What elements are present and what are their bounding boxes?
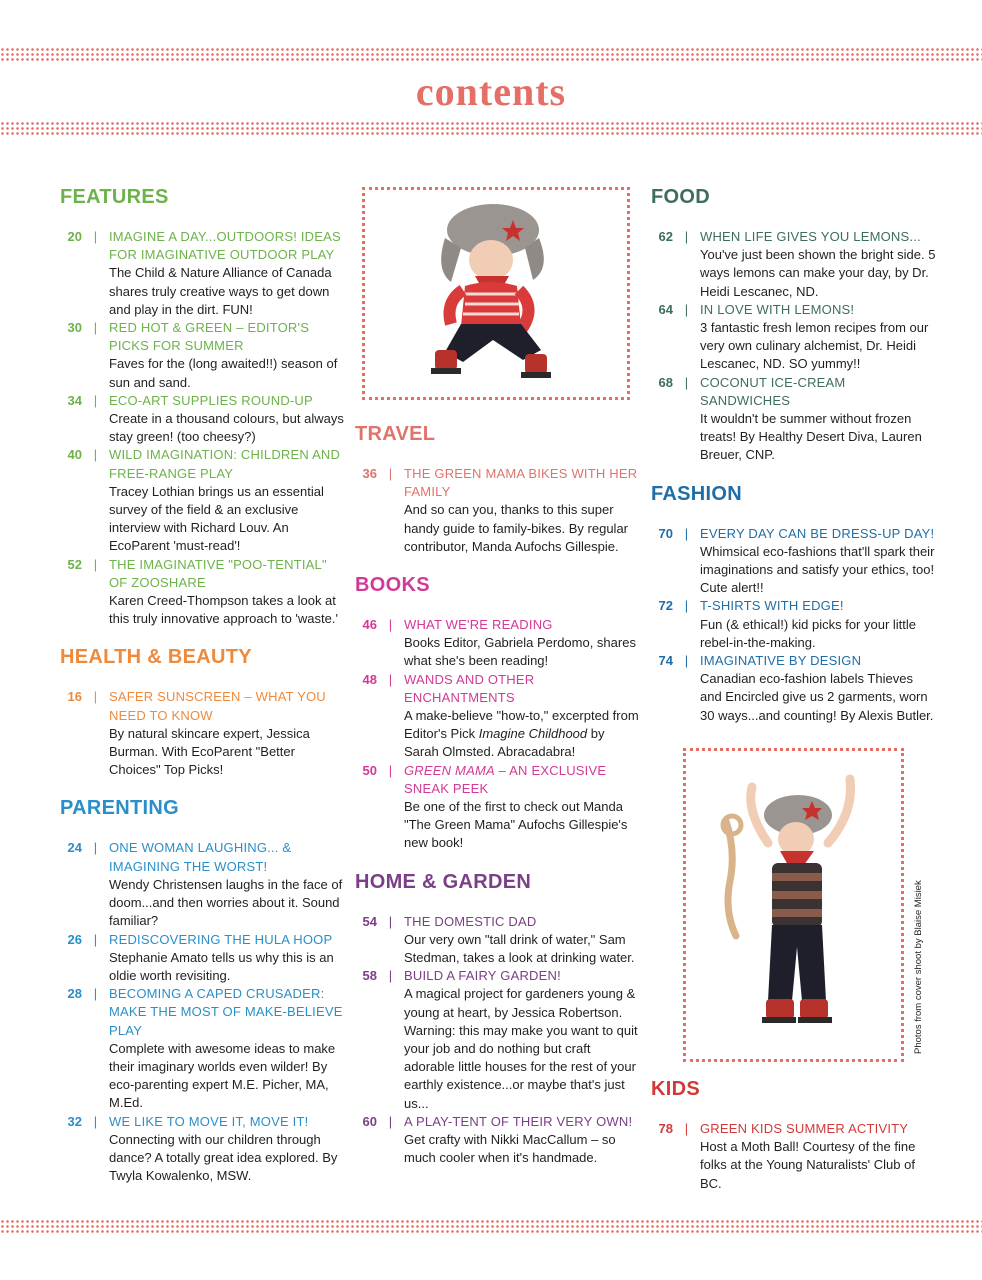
entry-heading: EVERY DAY CAN BE DRESS-UP DAY! [700, 525, 935, 541]
entry-heading: BECOMING A CAPED CRUSADER: MAKE THE MOST OF MAKE-BELIEVE PLAY [109, 986, 343, 1038]
separator: | [684, 301, 689, 317]
entry-description: Fun (& ethical!) kid picks for your little rebel-in-the-making. [700, 616, 917, 650]
toc-entry[interactable] [651, 525, 936, 598]
heading-part: – AN EXCLUSIVE SNEAK PEEK [404, 762, 607, 796]
toc-entry[interactable] [60, 556, 345, 629]
entry-description: Complete with awesome ideas to make their imaginary worlds even wilder! By eco-parenting expert M.E. Picher, MA, M.Ed. [109, 1040, 336, 1111]
entry-heading: SAFER SUNSCREEN – WHAT YOU NEED TO KNOW [109, 689, 326, 723]
entry-heading: WANDS AND OTHER ENCHANTMENTS [404, 671, 535, 705]
separator: | [93, 986, 98, 1002]
page-number: 46 [362, 617, 377, 633]
section-kids [651, 1076, 936, 1193]
separator: | [93, 320, 98, 336]
page-number: 26 [67, 931, 82, 947]
page-number: 16 [67, 689, 82, 705]
toc-entry[interactable] [651, 228, 936, 301]
entry-heading: REDISCOVERING THE HULA HOOP [109, 931, 333, 947]
separator: | [388, 466, 393, 481]
entry-description: Karen Creed-Thompson takes a look at this truly innovative approach to 'waste.' [109, 593, 338, 627]
separator: | [684, 1121, 689, 1136]
toc-entry[interactable] [60, 839, 345, 930]
toc-entry[interactable] [355, 1113, 640, 1168]
photo-child-sitting [362, 187, 630, 400]
entry-description: A magical project for gardeners young & young at heart, by Jessica Robertson. Warning: this may make you want to quit your job and do nothing but craft adorable little houses for the rest of your earthly existence...or maybe that's just us... [404, 986, 638, 1111]
entry-heading: A PLAY-TENT OF THEIR VERY OWN! [404, 1113, 633, 1129]
page-number: 54 [362, 913, 377, 929]
toc-entry[interactable] [355, 616, 640, 671]
section-title: KIDS [651, 1078, 700, 1100]
toc-entry[interactable] [651, 301, 936, 374]
entry-description: Create in a thousand colours, but always stay green! (too cheesy?) [109, 411, 344, 445]
page-number: 32 [67, 1113, 82, 1129]
toc-entry[interactable] [355, 465, 640, 556]
section-travel [355, 421, 640, 556]
page-number: 30 [67, 320, 82, 336]
entry-description: And so can you, thanks to this super handy guide to family-bikes. By regular contributor, Manda Aufochs Gillespie. [404, 502, 629, 554]
separator: | [684, 374, 689, 390]
entry-heading: GREEN KIDS SUMMER ACTIVITY [700, 1121, 909, 1136]
separator: | [93, 689, 98, 705]
column-left [60, 184, 345, 1201]
separator: | [684, 653, 689, 669]
separator: | [93, 556, 98, 572]
entry-description: Stephanie Amato tells us why this is an oldie worth revisiting. [109, 949, 334, 983]
section-food [651, 184, 936, 465]
entry-description: Faves for the (long awaited!!) season of sun and sand. [109, 356, 338, 390]
entry-description: Canadian eco-fashion labels Thieves and Encircled give us 2 garments, worn 30 ways...and counting! By Alexis Butler. [700, 671, 934, 723]
entry-heading: IN LOVE WITH LEMONS! [700, 301, 855, 317]
entry-heading: ONE WOMAN LAUGHING... & IMAGINING THE WORST! [109, 840, 292, 874]
toc-entry[interactable] [355, 967, 640, 1113]
entry-description: Whimsical eco-fashions that'll spark their imaginations and satisfy your ethics, too! Cute alert!! [700, 543, 935, 596]
entry-description: Be one of the first to check out Manda "The Green Mama" Aufochs Gillespie's new book! [404, 799, 628, 851]
column-right-bottom [651, 1076, 936, 1209]
toc-entry[interactable] [355, 671, 640, 762]
child-sitting-illustration [365, 190, 627, 397]
desc-part: by Sarah Olmsted. Abracadabra! [404, 726, 605, 760]
separator: | [93, 931, 98, 947]
dotted-border-bottom [0, 1219, 982, 1234]
entry-description: The Child & Nature Alliance of Canada shares truly creative ways to get down and play in the dirt. FUN! [109, 265, 332, 317]
page-number: 48 [362, 671, 377, 687]
page-number: 24 [67, 840, 82, 856]
entry-heading: THE IMAGINATIVE "POO-TENTIAL" OF ZOOSHARE [109, 556, 327, 590]
toc-entry[interactable] [60, 392, 345, 447]
separator: | [388, 671, 393, 687]
page-number: 20 [67, 229, 82, 244]
toc-entry[interactable] [651, 374, 936, 465]
section-books [355, 572, 640, 853]
section-parenting [60, 795, 345, 1185]
separator: | [388, 968, 393, 984]
separator: | [684, 229, 689, 244]
separator: | [684, 525, 689, 541]
section-title: FOOD [651, 186, 710, 208]
toc-entry[interactable] [60, 228, 345, 319]
page-number: 72 [658, 598, 673, 614]
section-fashion [651, 481, 936, 725]
page-number: 60 [362, 1113, 377, 1129]
entry-description [404, 707, 640, 762]
desc-part: A make-believe "how-to," excerpted from Editor's Pick [404, 708, 639, 742]
entry-description: You've just been shown the bright side. 5 ways lemons can make your day, by Dr. Heidi Lescanec, ND. [700, 247, 936, 299]
entry-description: It wouldn't be summer without frozen treats! By Healthy Desert Diva, Lauren Breuer, CNP. [700, 411, 922, 463]
page-number: 78 [658, 1121, 673, 1136]
entry-description: Host a Moth Ball! Courtesy of the fine folks at the Young Naturalists' Club of BC. [700, 1139, 916, 1191]
photo-child-jumping [683, 748, 904, 1062]
toc-entry[interactable] [60, 688, 345, 779]
section-title: BOOKS [355, 574, 430, 597]
page-number: 74 [658, 653, 673, 669]
separator: | [684, 598, 689, 614]
toc-entry[interactable] [651, 652, 936, 725]
section-title: HEALTH & BEAUTY [60, 646, 252, 669]
entry-heading: WE LIKE TO MOVE IT, MOVE IT! [109, 1113, 309, 1129]
entry-description: 3 fantastic fresh lemon recipes from our very own culinary alchemist, Dr. Heidi Lescanec, ND. SO yummy!! [700, 320, 929, 372]
entry-heading: COCONUT ICE-CREAM SANDWICHES [700, 374, 846, 408]
toc-entry[interactable] [60, 985, 345, 1112]
section-title: TRAVEL [355, 423, 436, 445]
entry-description: Tracey Lothian brings us an essential survey of the field & an exclusive interview with Richard Louv. An EcoParent 'must-read'! [109, 483, 324, 554]
toc-entry[interactable] [60, 1113, 345, 1186]
photo-credit: Photos from cover shoot by Blaise Misiek [913, 880, 924, 1054]
section-title: PARENTING [60, 797, 179, 820]
entry-description: Get crafty with Nikki MacCallum – so much cooler when it's handmade. [404, 1132, 616, 1166]
page-number: 28 [67, 986, 82, 1002]
entry-heading: WILD IMAGINATION: CHILDREN AND FREE-RANGE PLAY [109, 447, 341, 481]
toc-entry[interactable] [60, 931, 345, 986]
column-right [651, 184, 936, 741]
entry-heading: IMAGINATIVE BY DESIGN [700, 653, 862, 669]
section-home-garden [355, 869, 640, 1168]
separator: | [93, 229, 98, 244]
separator: | [93, 1113, 98, 1129]
page-number: 34 [67, 392, 82, 408]
separator: | [388, 617, 393, 633]
toc-entry[interactable] [355, 913, 640, 968]
child-jumping-illustration [686, 751, 901, 1059]
entry-heading: THE DOMESTIC DAD [404, 913, 537, 929]
toc-entry[interactable] [651, 597, 936, 652]
page-number: 64 [658, 301, 673, 317]
book-title: Imagine Childhood [478, 726, 588, 742]
separator: | [93, 840, 98, 856]
entry-description: By natural skincare expert, Jessica Burman. With EcoParent "Better Choices" Top Picks! [109, 725, 310, 778]
entry-heading: IMAGINE A DAY...OUTDOORS! IDEAS FOR IMAGINATIVE OUTDOOR PLAY [109, 229, 341, 263]
entry-heading: BUILD A FAIRY GARDEN! [404, 968, 561, 984]
separator: | [388, 913, 393, 929]
entry-description: Connecting with our children through dance? A totally great idea explored. By Twyla Kowalenko, MSW. [109, 1131, 338, 1184]
entry-description: Our very own "tall drink of water," Sam Stedman, takes a look at drinking water. [404, 931, 635, 966]
page-number: 58 [362, 968, 377, 984]
separator: | [93, 447, 98, 463]
entry-description: Wendy Christensen laughs in the face of doom...and then worries about it. Sound familiar? [109, 876, 343, 929]
book-title: GREEN MAMA [404, 762, 495, 778]
section-health-beauty [60, 644, 345, 779]
section-title: FASHION [651, 482, 742, 505]
column-middle [355, 421, 640, 1184]
toc-entry[interactable] [60, 319, 345, 392]
section-title: FEATURES [60, 186, 169, 208]
toc-entry[interactable] [651, 1120, 936, 1193]
entry-heading: THE GREEN MAMA BIKES WITH HER FAMILY [404, 466, 638, 500]
page-number: 40 [67, 447, 82, 463]
entry-heading: T-SHIRTS WITH EDGE! [700, 598, 844, 614]
dotted-border-under-title [0, 121, 982, 135]
dotted-border-top [0, 47, 982, 62]
separator: | [93, 392, 98, 408]
entry-heading: WHAT WE'RE READING [404, 617, 553, 633]
entry-heading [404, 762, 640, 798]
page-number: 70 [658, 525, 673, 541]
entry-description: Books Editor, Gabriela Perdomo, shares what she's been reading! [404, 635, 636, 669]
entry-heading: ECO-ART SUPPLIES ROUND-UP [109, 392, 313, 408]
entry-heading: RED HOT & GREEN – EDITOR'S PICKS FOR SUMMER [109, 320, 310, 354]
entry-heading: WHEN LIFE GIVES YOU LEMONS... [700, 229, 921, 244]
separator: | [388, 1113, 393, 1129]
separator: | [388, 762, 393, 778]
toc-entry[interactable] [355, 762, 640, 853]
page-title: contents [415, 69, 567, 114]
toc-entry[interactable] [60, 446, 345, 555]
section-features [60, 184, 345, 628]
page-number: 62 [658, 229, 673, 244]
page-number: 36 [362, 466, 377, 481]
page-number: 68 [658, 374, 673, 390]
page-number: 50 [362, 762, 377, 778]
section-title: HOME & GARDEN [355, 870, 532, 893]
page-number: 52 [67, 556, 82, 572]
